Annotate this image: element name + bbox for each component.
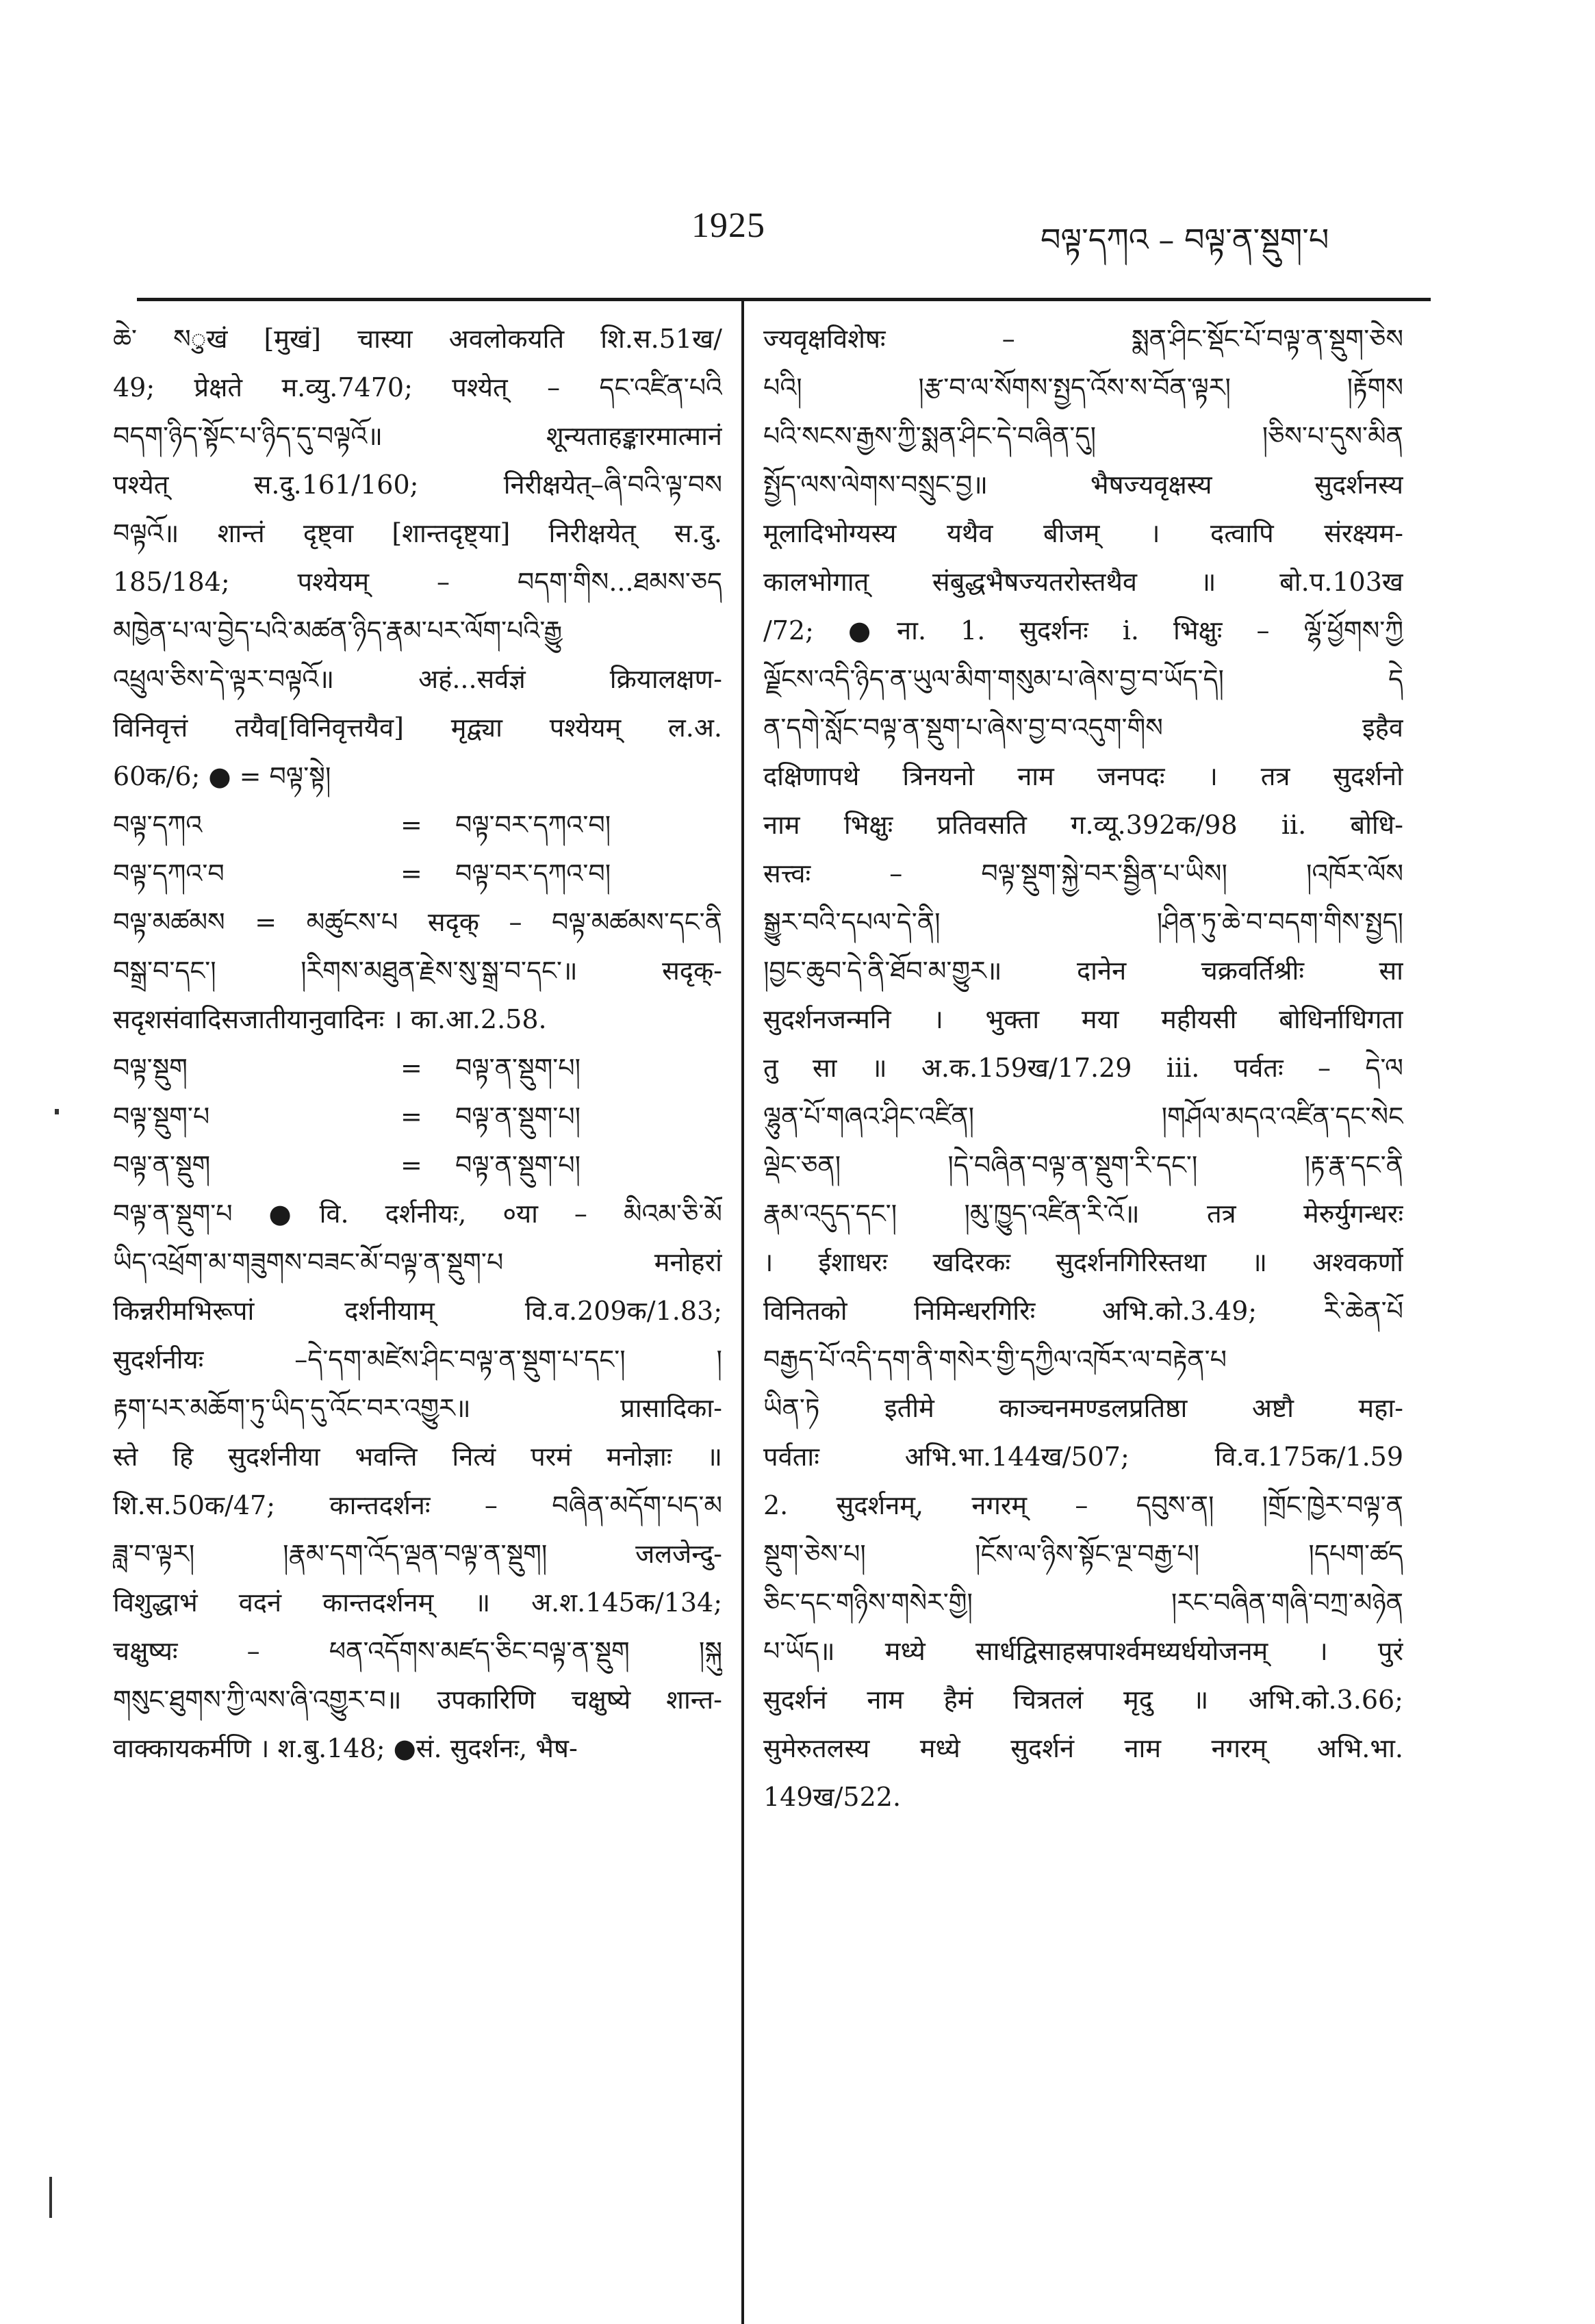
text-line: स्ते हि सुदर्शनीया भवन्ति नित्यं परमं मनोज्ञाः ॥ — [113, 1442, 722, 1472]
text-line: विनिवृत्तं तयैव[विनिवृत्तयैव] मृद्व्या पश्येयम् ल.अ. — [113, 713, 722, 743]
text-line: ཅིང་དང་གཉིས་གསེར་གྱི། །རང་བཞིན་གཞི་བཀྲ་མཉེན — [763, 1587, 1403, 1618]
text-line: सुदर्शनजन्मनि । भुक्ता मया महीयसी बोधिर्नाधिगता — [763, 1004, 1403, 1034]
text-line: གསུང་ཐུགས་ཀྱི་ལས་ཞི་འགྱུར་བ॥ उपकारिणि चक्षुष्ये शान्त- — [113, 1685, 722, 1715]
cross-reference-target: བལྟ་བར་དཀའ་བ། — [455, 810, 611, 840]
text-line: सुदर्शनं नाम हैमं चित्रतलं मृदु ॥ अभि.को.3.66; — [763, 1685, 1403, 1715]
text-line: བསྒྲ་བ་དང་། །རིགས་མཐུན་རྗེས་སུ་སྒྲ་བ་དང་॥ सदृक्- — [113, 956, 722, 986]
text-line: चक्षुष्यः – ཕན་འདོགས་མཛད་ཅིང་བལྟ་ན་སྡུག །སྐུ — [113, 1636, 722, 1666]
text-line: པའི། །རྩ་བ་ལ་སོགས་སྤྱད་འོས་ས་བོན་ལྟར། །རྟོགས — [763, 372, 1403, 403]
cross-reference-entry — [113, 801, 722, 850]
text-line: 185/184; पश्येयम् – བདག་གིས...ཐམས་ཅད — [113, 567, 722, 597]
text-line: པའི་སངས་རྒྱས་ཀྱི་སྨན་ཤིང་དེ་བཞིན་དུ། །ཅིས་པ་དུས་མིན — [763, 421, 1403, 451]
text-line: तु सा ॥ अ.क.159ख/17.29 iii. पर्वतः – དེ་ལ — [763, 1053, 1403, 1083]
text-line: ལྗོངས་འདི་ཉིད་ན་ཡུལ་མིག་གསུམ་པ་ཞེས་བྱ་བ་ཡོད་དེ། དེ — [763, 664, 1403, 694]
running-head: བལྟ་དཀའ – བལྟ་ན་སྡུག་པ — [1041, 221, 1329, 258]
cross-reference-entry — [113, 1093, 722, 1141]
text-line: སྡུག་ཅེས་པ། །ངོས་ལ་ཉིས་སྟོང་ལྔ་བརྒྱ་པ། །དཔག་ཚད — [763, 1539, 1403, 1569]
headword: བལྟ་དཀའ་བ — [113, 858, 225, 889]
column-divider — [741, 301, 744, 2324]
text-line: ལྡེང་ཅན། །དེ་བཞིན་བལྟ་ན་སྡུག་རི་དང་། །རྟ་རྣ་དང་ནི — [763, 1150, 1403, 1180]
text-line: किन्नरीमभिरूपां दर्शनीयाम् वि.व.209क/1.83; — [113, 1296, 722, 1326]
headword: བལྟ་སྡུག — [113, 1053, 188, 1083]
cross-reference-entry — [113, 1044, 722, 1093]
text-line: 49; प्रेक्षते म.व्यु.7470; पश्येत् – དང་འཛིན་པའི — [113, 372, 722, 403]
text-line: རྟག་པར་མཆོག་ཏུ་ཡིད་དུ་འོང་བར་འགྱུར॥ प्रासादिका- — [113, 1393, 722, 1423]
scan-margin-mark — [55, 1109, 59, 1114]
equals-sign: = — [400, 858, 422, 889]
cross-reference-entry — [113, 850, 722, 898]
text-line: 60क/6; ● = བལྟ་སྟེ། — [113, 761, 331, 791]
text-line: सुमेरुतलस्य मध्ये सुदर्शनं नाम नगरम् अभि.भा. — [763, 1733, 1403, 1763]
text-line: བལྟའོ॥ शान्तं दृष्ट्वा [शान्तदृष्ट्या] निरीक्षयेत् स.दु. — [113, 518, 722, 548]
headword: བལྟ་དཀའ — [113, 810, 203, 840]
text-line: कालभोगात् संबुद्धभैषज्यतरोस्तथैव ॥ बो.प.103ख — [763, 567, 1403, 597]
text-line: འཕྲུལ་ཅིས་དེ་ལྟར་བལྟའོ॥ अहं...सर्वज्ञं क्रियालक्षण- — [113, 664, 722, 694]
headword: བལྟ་སྡུག་པ — [113, 1101, 210, 1132]
text-line: सत्त्वः – བལྟ་སྡུག་སྐྱེ་བར་སྦྱིན་པ་ཡིས། །འཁོར་ལོས — [763, 858, 1403, 889]
text-line: शि.स.50क/47; कान्तदर्शनः – བཞིན་མདོག་པད་མ — [113, 1490, 722, 1520]
page-number: 1925 — [691, 206, 765, 245]
equals-sign: = — [400, 810, 422, 840]
cross-reference-target: བལྟ་ན་སྡུག་པ། — [455, 1101, 581, 1132]
headword: བལྟ་ན་སྡུག — [113, 1150, 211, 1180]
text-line: विनितको निमिन्धरगिरिः अभि.को.3.49; རི་ཆེན་པོ — [763, 1296, 1403, 1326]
text-line: सुदर्शनीयः –དེ་དག་མཛེས་ཤིང་བལྟ་ན་སྡུག་པ་དང་། ། — [113, 1344, 722, 1375]
text-line: मूलादिभोग्यस्य यथैव बीजम् । दत्वापि संरक्ष्यम- — [763, 518, 1403, 548]
text-line: ན་དགེ་སློང་བལྟ་ན་སྡུག་པ་ཞེས་བྱ་བ་འདུག་གིས इहैव — [763, 713, 1403, 743]
text-line: །བྱང་ཆུབ་དེ་ནི་ཐོབ་མ་གྱུར॥ दानेन चक्रवर्तिश्रीः सा — [763, 956, 1403, 986]
text-line: ཆེ་ སुखं [मुखं] चास्या अवलोकयति शि.स.51ख/ — [113, 324, 722, 354]
text-line: བལྟ་མཚམས = མཚུངས་པ सदृक् – བལྟ་མཚམས་དང་ནི — [113, 907, 722, 937]
text-line: 2. सुदर्शनम्, नगरम् – དབུས་ན། །གྲོང་ཁྱེར་བལྟ་ན — [763, 1490, 1403, 1520]
left-column — [113, 315, 722, 1773]
cross-reference-target: བལྟ་བར་དཀའ་བ། — [455, 858, 611, 889]
text-line: ཟླ་བ་ལྟར། །རྣམ་དག་འོད་ལྡན་བལྟ་ན་སྡུག། जलजेन्दु- — [113, 1539, 722, 1569]
equals-sign: = — [400, 1053, 422, 1083]
cross-reference-target: བལྟ་ན་སྡུག་པ། — [455, 1150, 581, 1180]
text-line: སྤྱོད་ལས་ལེགས་བསྲུང་བྱ॥ भैषज्यवृक्षस्य सुदर्शनस्य — [763, 470, 1403, 500]
top-rule — [137, 298, 1431, 301]
text-line: नाम भिक्षुः प्रतिवसति ग.व्यू.392क/98 ii. बोधि- — [763, 810, 1403, 840]
equals-sign: = — [400, 1150, 422, 1180]
text-line: བདག་ཉིད་སྟོང་པ་ཉིད་དུ་བལྟའོ॥ शून्यताहङ्कारमात्मानं — [113, 421, 722, 451]
text-line: ཡིན་ཏེ इतीमे काञ्चनमण्डलप्रतिष्ठा अष्टौ महा- — [763, 1393, 1403, 1423]
text-line: རྣམ་འདུད་དང་། །མུ་ཁྱུད་འཛིན་རི་འོ॥ तत्र मेरुर्युगन्धरः — [763, 1199, 1403, 1229]
text-line: ལྷུན་པོ་གཞའ་ཤིང་འཛིན། །གཤོལ་མདའ་འཛིན་དང་སེང — [763, 1101, 1403, 1132]
text-line: 149ख/522. — [763, 1782, 902, 1812]
text-line: ज्यवृक्षविशेषः – སྨན་ཤིང་སྡོང་པོ་བལྟ་ན་སྡུག་ཅེས — [763, 324, 1403, 354]
text-line: दक्षिणापथे त्रिनयनो नाम जनपदः । तत्र सुदर्शनो — [763, 761, 1403, 791]
text-line: སྒྱུར་བའི་དཔལ་དེ་ནི། །ཤིན་ཏུ་ཆེ་བ་བདག་གིས་སྤྱད། — [763, 907, 1403, 937]
text-line: वाक्कायकर्मणि । श.बु.148; ●सं. सुदर्शनः, भैष- — [113, 1733, 578, 1763]
text-line: པ་ཡོད॥ मध्ये सार्धद्विसाहस्रपार्श्वमध्यर्धयोजनम् । पुरं — [763, 1636, 1403, 1666]
text-line: विशुद्धाभं वदनं कान्तदर्शनम् ॥ अ.श.145क/134; — [113, 1587, 722, 1618]
text-line: /72; ●ना. 1. सुदर्शनः i. भिक्षुः – ལྷོ་ཕྱོགས་ཀྱི — [763, 615, 1403, 646]
text-line: མཁྱེན་པ་ལ་བྱེད་པའི་མཚན་ཉིད་རྣམ་པར་ལོག་པའི་རྒྱུ — [113, 615, 563, 646]
cross-reference-target: བལྟ་ན་སྡུག་པ། — [455, 1053, 581, 1083]
scan-margin-mark — [49, 2177, 52, 2218]
text-line: བལྟ་ན་སྡུག་པ ●वि. दर्शनीयः, ०या – མིའམ་ཅི་མོ — [113, 1199, 722, 1229]
text-line: ཡིད་འཕྲོག་མ་གཟུགས་བཟང་མོ་བལྟ་ན་སྡུག་པ मनोहरां — [113, 1247, 722, 1277]
text-line: सदृशसंवादिसजातीयानुवादिनः । का.आ.2.58. — [113, 1004, 547, 1034]
text-line: । ईशाधरः खदिरकः सुदर्शनगिरिस्तथा ॥ अश्वकर्णो — [763, 1247, 1403, 1277]
text-line: བརྒྱད་པོ་འདི་དག་ནི་གསེར་གྱི་དཀྱིལ་འཁོར་ལ་བརྟེན་པ — [763, 1344, 1227, 1375]
cross-reference-entry — [113, 1141, 722, 1190]
text-line: पर्वताः अभि.भा.144ख/507; वि.व.175क/1.59 — [763, 1442, 1403, 1472]
equals-sign: = — [400, 1101, 422, 1132]
text-line: पश्येत् स.दु.161/160; निरीक्षयेत्–ཞི་བའི་ལྟ་བས — [113, 470, 722, 500]
right-column — [763, 315, 1403, 1822]
